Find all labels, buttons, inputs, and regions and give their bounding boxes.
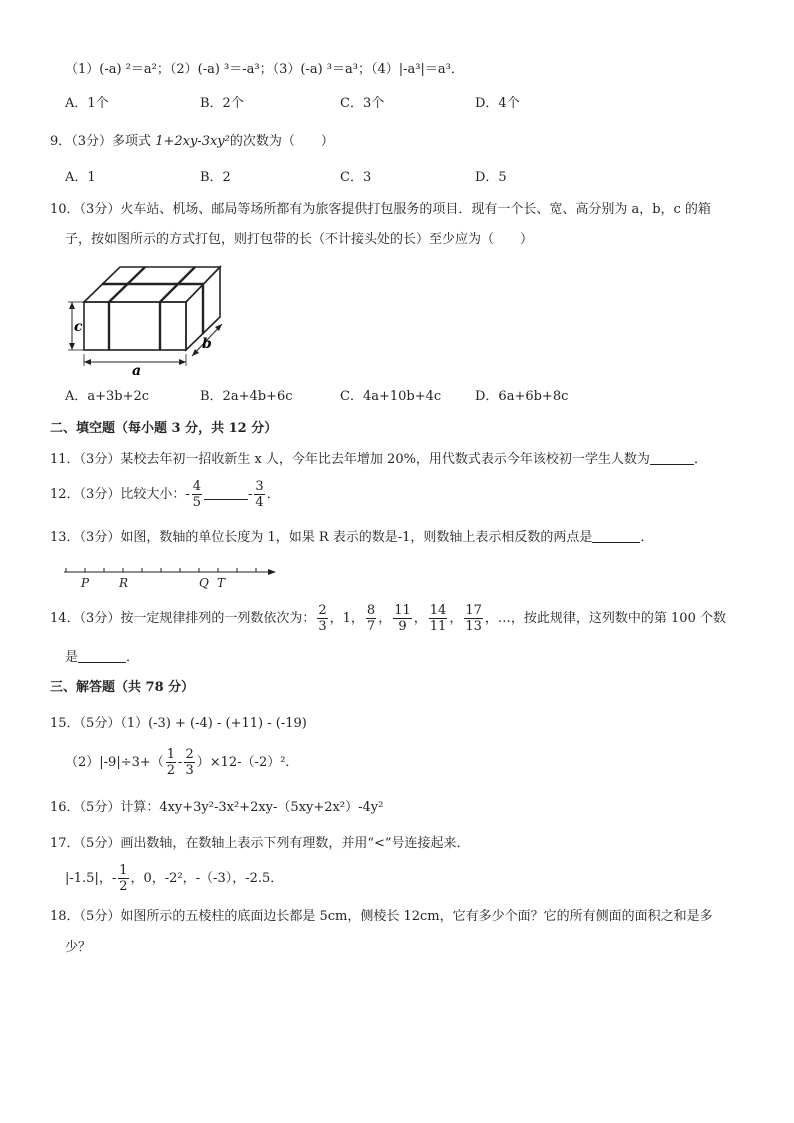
box-diagram: [62, 262, 232, 382]
q10-option-d: D．6a+6b+8c: [475, 389, 569, 404]
point-r: R: [119, 576, 129, 590]
q9-option-a: A．1: [65, 170, 96, 185]
q12-fraction-2: $\frac{3}{4}$: [255, 479, 264, 510]
q17-line1: 17．（5分）画出数轴，在数轴上表示下列有理数，并用“<”号连接起来．: [50, 836, 470, 851]
q10-line2: 子，按如图所示的方式打包，则打包带的长（不计接头处的长）至少应为（ ）: [65, 232, 534, 247]
q12: 12．（3分）比较大小：- $\frac{4}{5}$ - $\frac{3}{4}$ ．: [50, 479, 280, 510]
q14-fraction-3: $\frac{11}{9}$: [394, 603, 411, 634]
q8-option-a: A．1个: [65, 96, 109, 111]
q13: 13．（3分）如图，数轴的单位长度为 1，如果 R 表示的数是-1，则数轴上表示相反数的两点是 ．: [50, 530, 654, 545]
q9-option-c: C．3: [340, 170, 372, 185]
q9-option-b: B．2: [200, 170, 231, 185]
label-c: c: [74, 319, 83, 335]
q10-option-a: A．a+3b+2c: [65, 389, 150, 404]
section-3-heading: 三、解答题（共 78 分）: [50, 680, 195, 695]
q8-option-c: C．3个: [340, 96, 385, 111]
q8-statements: （1）(-a) ²＝a²；（2）(-a) ³＝-a³；（3）(-a) ³＝a³；（4）|-a³|＝a³．: [65, 62, 464, 77]
q9-option-d: D．5: [475, 170, 507, 185]
point-p: P: [81, 576, 90, 590]
q14-line1: 14．（3分）按一定规律排列的一列数依次为： $\frac{2}{3}$ ，1， $\frac{8}{7}$ ， $\frac{11}{9}$ ， $\frac{14}{11}$ ， $\frac{17}{13}$ ，…，按此规律，这列数中的第 100 个数: [50, 603, 726, 634]
q14-line2: 是 ．: [65, 650, 140, 665]
section-2-heading: 二、填空题（每小题 3 分，共 12 分）: [50, 421, 278, 436]
q10-line1: 10．（3分）火车站、机场、邮局等场所都有为旅客提供打包服务的项目．现有一个长、宽、高分别为 a，b，c 的箱: [50, 202, 711, 217]
q14-blank[interactable]: [78, 648, 126, 663]
q14-fraction-5: $\frac{17}{13}$: [465, 603, 482, 634]
q17-fraction: $\frac{1}{2}$: [119, 863, 128, 894]
q18-line1: 18．（5分）如图所示的五棱柱的底面边长都是 5cm，侧棱长 12cm，它有多少个面？它的所有侧面的面积之和是多: [50, 909, 713, 924]
point-q: Q: [199, 576, 209, 590]
q9-stem: 9．（3分）多项式 1+2xy-3xy²的次数为（ ）: [50, 134, 334, 149]
q15-line2: （2）|-9|÷3+（ $\frac{1}{2}$ - $\frac{2}{3}$ ）×12-（-2）²．: [65, 747, 299, 778]
q13-blank[interactable]: [592, 528, 640, 543]
q18-line2: 少？: [65, 940, 92, 955]
q16: 16．（5分）计算：4xy+3y²-3x²+2xy-（5xy+2x²）-4y²: [50, 800, 384, 815]
q15-line1: 15．（5分）（1）(-3) + (-4) - (+11) - (-19): [50, 716, 307, 731]
q11: 11．（3分）某校去年初一招收新生 x 人，今年比去年增加 20%，用代数式表示今年该校初一学生人数为 ．: [50, 452, 707, 467]
label-b: b: [202, 336, 212, 352]
q14-fraction-4: $\frac{14}{11}$: [429, 603, 447, 634]
label-a: a: [132, 363, 142, 379]
q14-fraction-2: $\frac{8}{7}$: [366, 603, 376, 634]
q12-fraction-1: $\frac{4}{5}$: [192, 479, 202, 510]
q8-option-b: B．2个: [200, 96, 244, 111]
q10-option-b: B．2a+4b+6c: [200, 389, 293, 404]
q12-blank[interactable]: [204, 485, 248, 500]
q17-line2: |-1.5|，- $\frac{1}{2}$ ，0，-2²，-（-3），-2.5．: [65, 863, 284, 894]
q8-option-d: D．4个: [475, 96, 520, 111]
q15-fraction-2: $\frac{2}{3}$: [185, 747, 194, 778]
q15-fraction-1: $\frac{1}{2}$: [166, 747, 176, 778]
number-line: [62, 562, 282, 592]
q14-fraction-1: $\frac{2}{3}$: [318, 603, 327, 634]
q11-blank[interactable]: [650, 450, 694, 465]
point-t: T: [217, 576, 226, 590]
q10-option-c: C．4a+10b+4c: [340, 389, 442, 404]
